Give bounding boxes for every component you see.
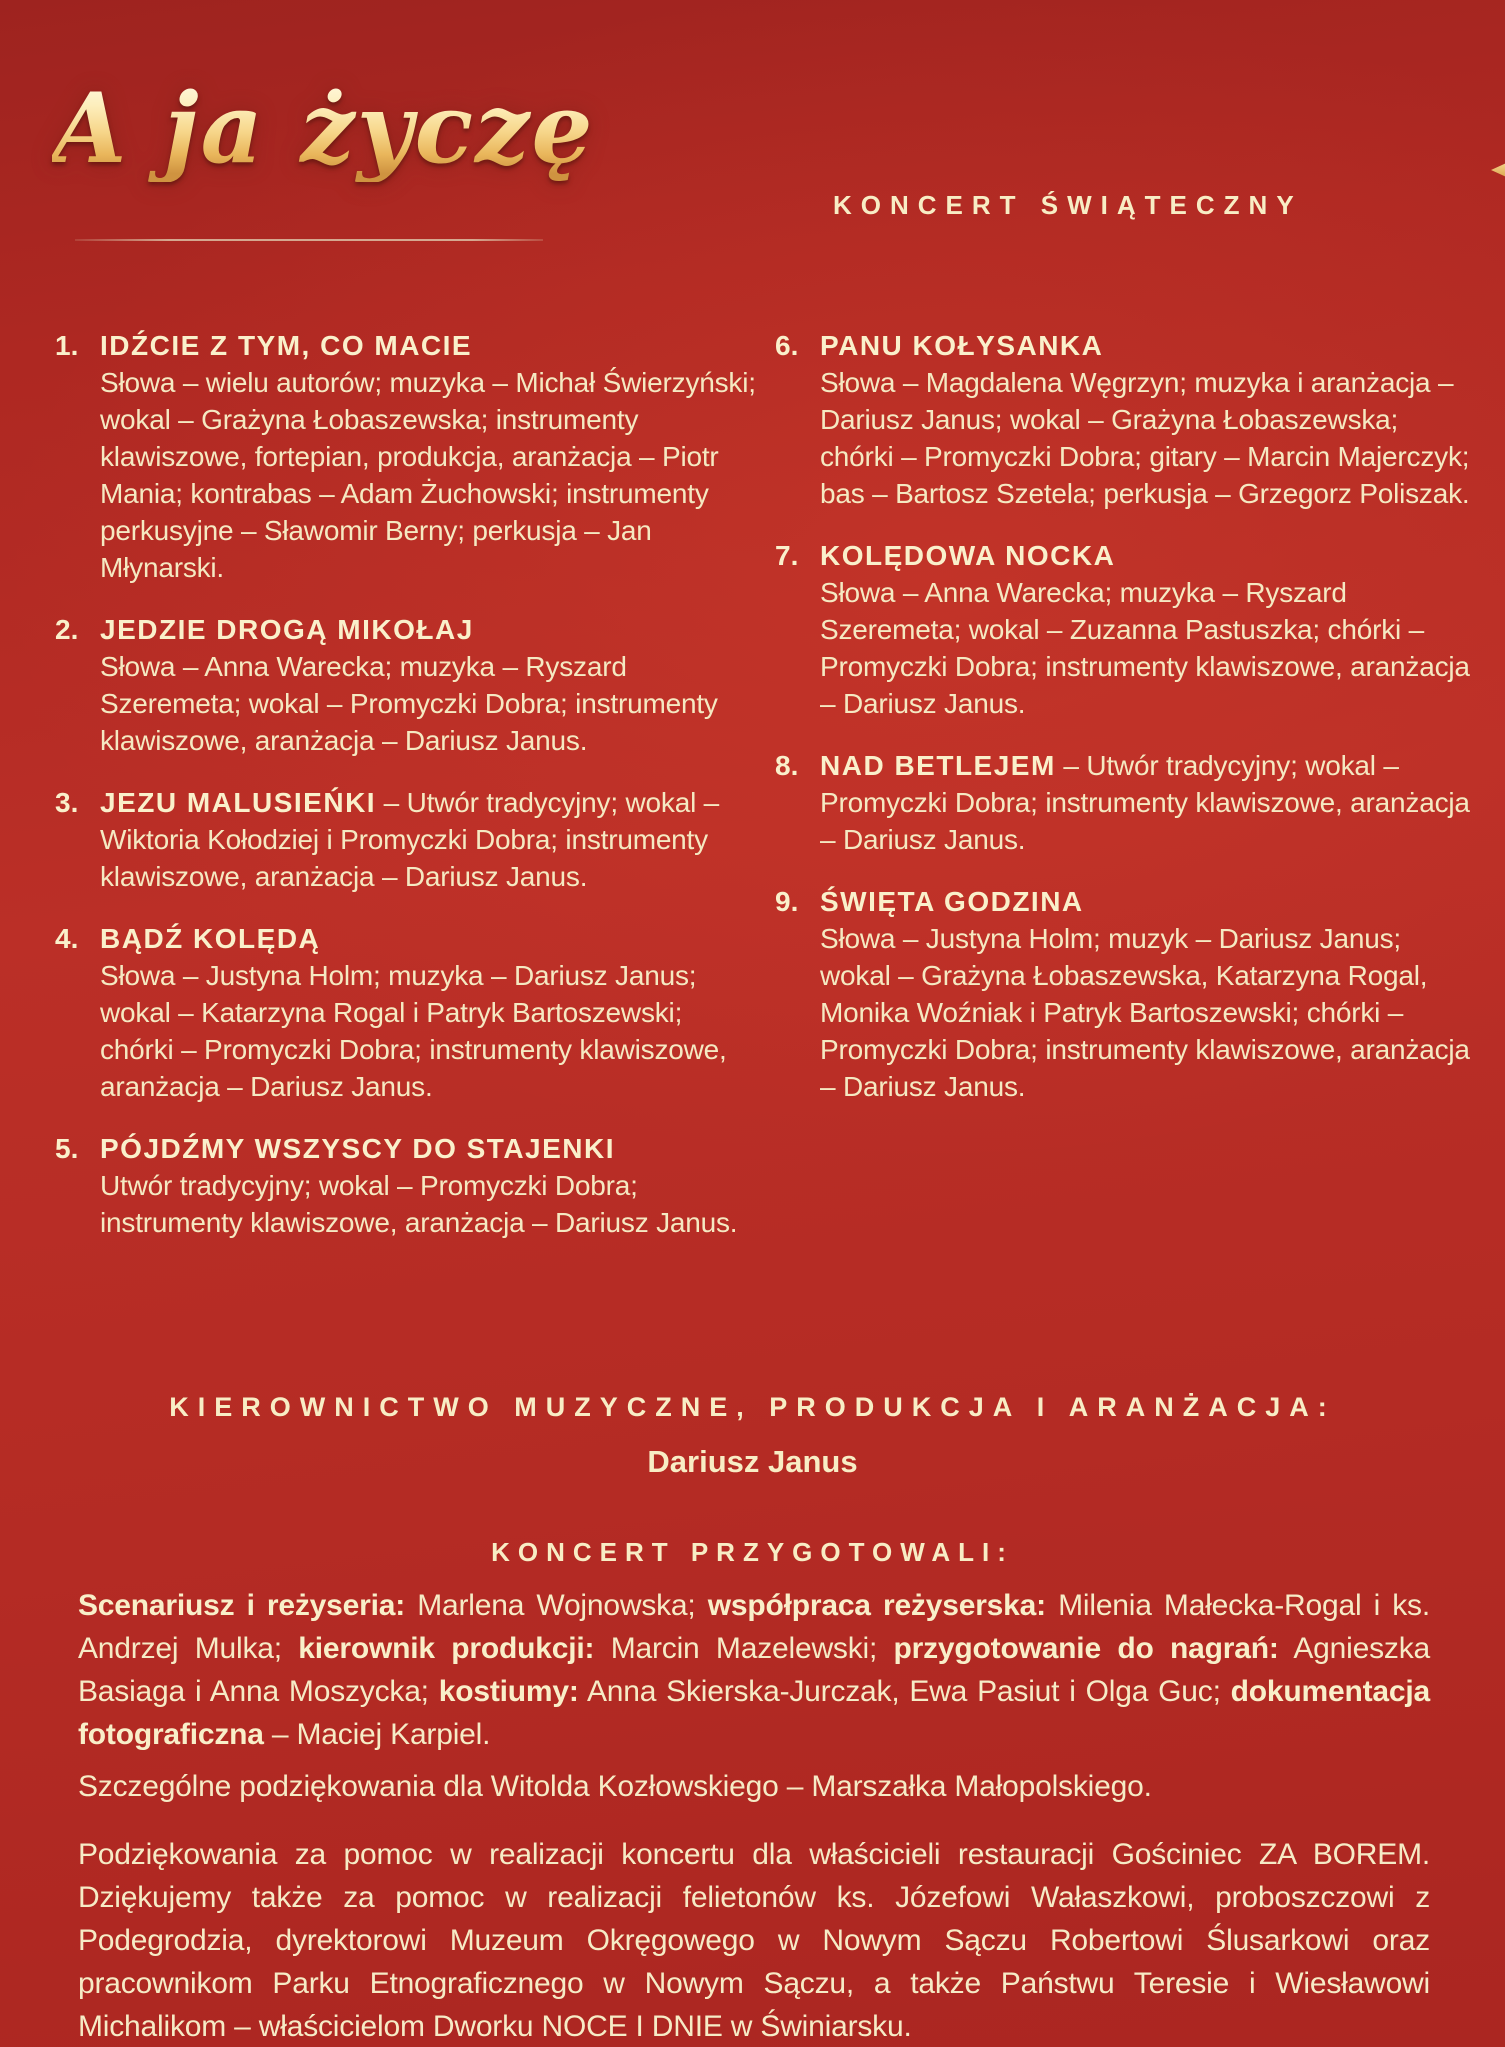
concert-prepared-heading: KONCERT PRZYGOTOWALI: [491, 1537, 1014, 1567]
song-number: 8. [775, 750, 799, 781]
song-number: 4. [55, 923, 79, 954]
song-title: NAD BETLEJEM [820, 750, 1056, 781]
song-number: 9. [775, 886, 799, 917]
song-details [100, 920, 761, 1105]
song-title: JEZU MALUSIEŃKI [100, 787, 377, 818]
song-details [100, 327, 761, 586]
song-details [100, 1130, 761, 1241]
song-title: KOLĘDOWA NOCKA [820, 540, 1116, 571]
song-item-1 [55, 327, 761, 586]
song-list-right-column [775, 327, 1475, 1130]
song-description: Słowa – Anna Warecka; muzyka – Ryszard Szeremeta; wokal – Zuzanna Pastuszka; chórki – Promyczki Dobra; instrumenty klawiszowe, aranżacja – Dariusz Janus. [820, 577, 1470, 719]
song-number: 3. [55, 787, 79, 818]
gold-ornament-icon [1491, 160, 1505, 180]
song-title: PANU KOŁYSANKA [820, 330, 1104, 361]
song-number: 6. [775, 330, 799, 361]
song-item-5 [55, 1130, 761, 1241]
song-number: 1. [55, 330, 79, 361]
song-item-9 [775, 883, 1475, 1105]
song-title-suffix: – Utwór tradycyjny; [376, 787, 626, 818]
song-description: wokal – Wiktoria Kołodziej i Promyczki Dobra; instrumenty klawiszowe, aranżacja – Dariusz Janus. [100, 787, 720, 892]
song-item-4 [55, 920, 761, 1105]
song-description: Słowa – Justyna Holm; muzyk – Dariusz Janus; wokal – Grażyna Łobaszewska, Katarzyna Rogal, Monika Woźniak i Patryk Bartoszewski; chórki – Promyczki Dobra; instrumenty klawiszowe, aranżacja – Dariusz Janus. [820, 923, 1470, 1102]
song-item-8 [775, 747, 1475, 858]
song-title: JEDZIE DROGĄ MIKOŁAJ [100, 614, 474, 645]
song-details [820, 327, 1475, 512]
song-details [100, 784, 761, 895]
special-thanks-paragraph: Szczególne podziękowania dla Witolda Kozłowskiego – Marszałka Małopolskiego. [78, 1770, 1152, 1803]
staff-credits-paragraph: Scenariusz i reżyseria: Marlena Wojnowska; współpraca reżyserska: Milenia Małecka-Rogal i ks. Andrzej Mulka; kierownik produkcji: Marcin Mazelewski; przygotowanie do nagrań: Agnieszka Basiaga i Anna Moszycka; kostiumy: Anna Skierska-Jurczak, Ewa Pasiut i Olga Guc; dokumentacja fotograficzna – Maciej Karpiel. [78, 1589, 1430, 1751]
music-direction-heading: KIEROWNICTWO MUZYCZNE, PRODUKCJA I ARANŻACJA: [169, 1392, 1336, 1422]
song-title-suffix: – Utwór tradycyjny; [1055, 750, 1306, 781]
song-title: PÓJDŹMY WSZYSCY DO STAJENKI [100, 1133, 616, 1164]
song-list-left-column [55, 327, 761, 1266]
song-details [100, 611, 761, 759]
song-description: Słowa – Anna Warecka; muzyka – Ryszard Szeremeta; wokal – Promyczki Dobra; instrumenty klawiszowe, aranżacja – Dariusz Janus. [100, 651, 718, 756]
song-number: 2. [55, 614, 79, 645]
song-number: 7. [775, 540, 799, 571]
song-description: Słowa – wielu autorów; muzyka – Michał Świerzyński; wokal – Grażyna Łobaszewska; instrumenty klawiszowe, fortepian, produkcja, aranżacja – Piotr Mania; kontrabas – Adam Żuchowski; instrumenty perkusyjne – Sławomir Berny; perkusja – Jan Młynarski. [100, 367, 756, 583]
song-description: Słowa – Magdalena Węgrzyn; muzyka i aranżacja – Dariusz Janus; wokal – Grażyna Łobaszewska; chórki – Promyczki Dobra; gitary – Marcin Majerczyk; bas – Bartosz Szetela; perkusja – Grzegorz Poliszak. [820, 367, 1470, 509]
song-description: Utwór tradycyjny; wokal – Promyczki Dobra; instrumenty klawiszowe, aranżacja – Dariusz Janus. [100, 1170, 738, 1238]
page-title: KONCERT ŚWIĄTECZNY [833, 190, 1303, 220]
song-item-2 [55, 611, 761, 759]
song-title: ŚWIĘTA GODZINA [820, 886, 1084, 917]
logo-script-text: A ja życzę Ci... [52, 72, 854, 185]
song-item-6 [775, 327, 1475, 512]
song-details [820, 747, 1475, 858]
song-item-3 [55, 784, 761, 895]
song-description: Słowa – Justyna Holm; muzyka – Dariusz Janus; wokal – Katarzyna Rogal i Patryk Bartoszewski; chórki – Promyczki Dobra; instrumenty klawiszowe, aranżacja – Dariusz Janus. [100, 960, 727, 1102]
music-director-name: Dariusz Janus [647, 1444, 858, 1479]
logo-underline [75, 239, 543, 241]
song-number: 5. [55, 1133, 79, 1164]
song-item-7 [775, 537, 1475, 722]
song-details [820, 883, 1475, 1105]
song-title: IDŹCIE Z TYM, CO MACIE [100, 330, 473, 361]
song-details [820, 537, 1475, 722]
song-title: BĄDŹ KOLĘDĄ [100, 923, 321, 954]
general-thanks-paragraph: Podziękowania za pomoc w realizacji koncertu dla właścicieli restauracji Gościniec ZA BOREM. Dziękujemy także za pomoc w realizacji felietonów ks. Józefowi Wałaszkowi, proboszczowi z Podegrodzia, dyrektorowi Muzeum Okręgowego w Nowym Sączu Robertowi Ślusarkowi oraz pracownikom Parku Etnograficznego w Nowym Sączu, a także Państwu Teresie i Wiesławowi Michalikom – właścicielom Dworku NOCE I DNIE w Świniarsku. [78, 1838, 1430, 2043]
song-description: wokal – Promyczki Dobra; instrumenty klawiszowe, aranżacja – Dariusz Janus. [820, 750, 1470, 855]
